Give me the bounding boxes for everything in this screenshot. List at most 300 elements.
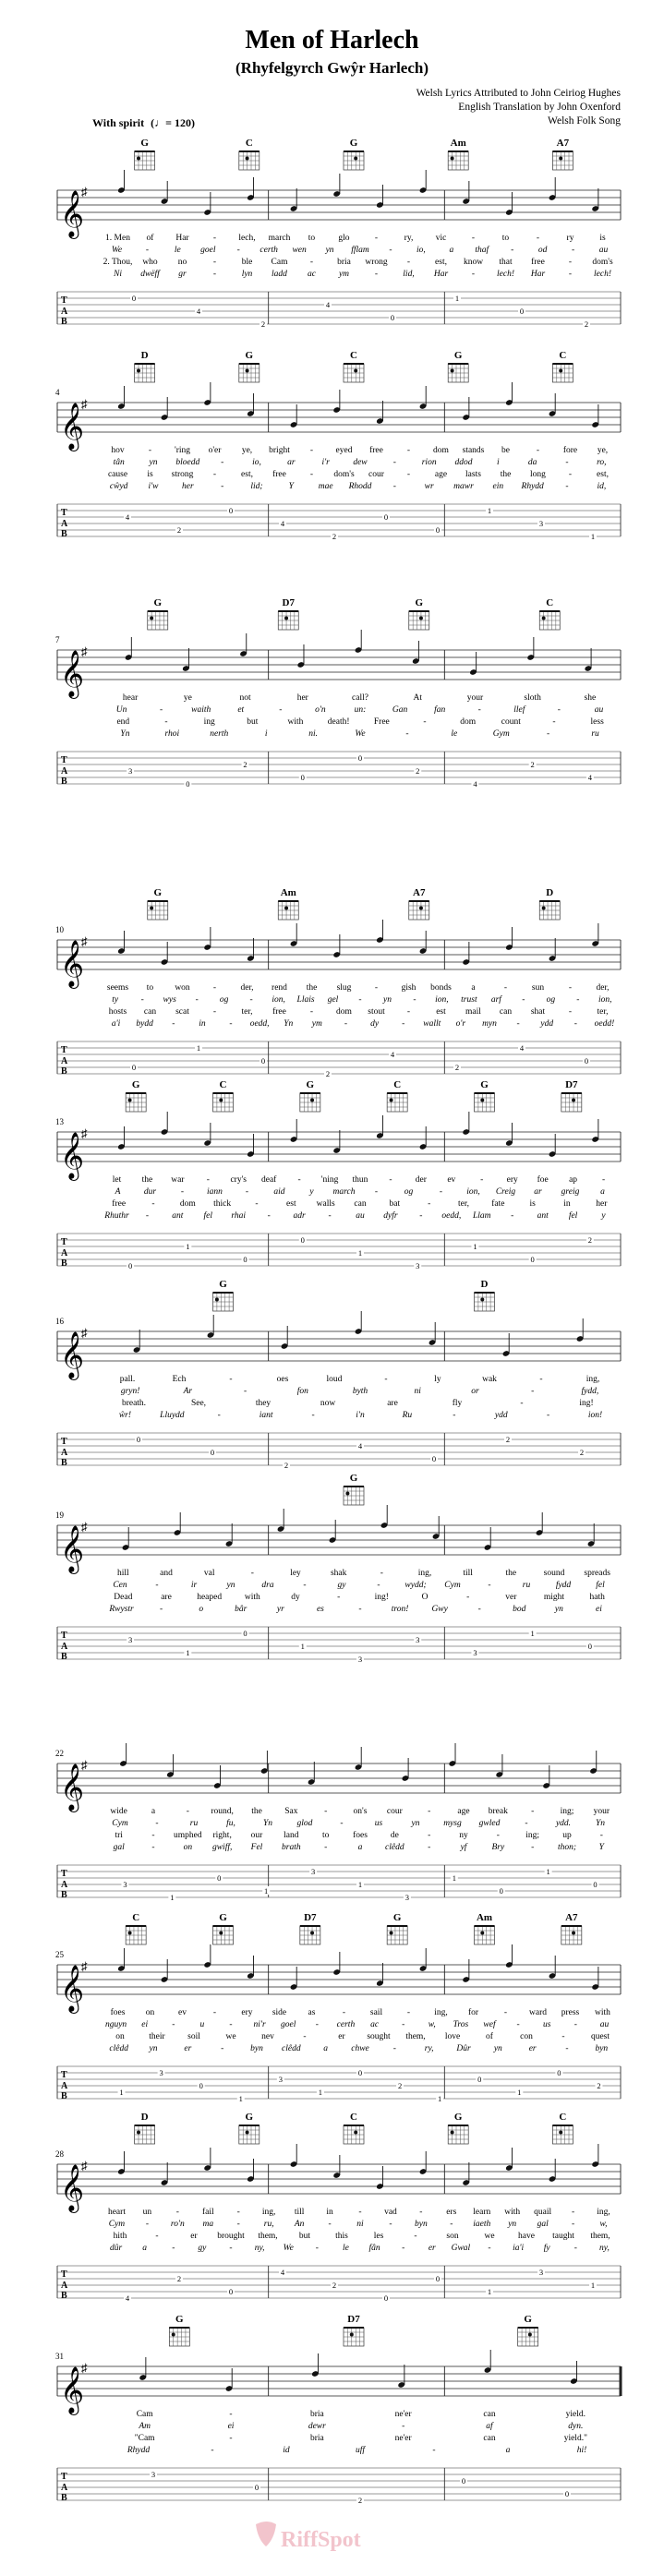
lyric-syllable: byn (250, 2044, 263, 2053)
lyric-syllable: but (247, 717, 259, 727)
lyric-syllable: Am (139, 2422, 151, 2431)
chord-diagram (518, 2314, 538, 2346)
lyric-syllable: - (573, 1019, 577, 1029)
lyric-syllable: let (112, 1175, 122, 1185)
lyric-syllable: At (413, 693, 422, 703)
chord-diagram (552, 2112, 573, 2144)
lyric-syllable: es (316, 1605, 324, 1614)
lyric-syllable: - (572, 246, 575, 255)
chord-finger-dot (528, 2333, 532, 2337)
lyric-syllable: vad (384, 2208, 397, 2217)
measure-number: 4 (55, 388, 60, 397)
lyric-syllable: scat (175, 1007, 189, 1017)
lyric-syllable: round, (211, 1807, 234, 1816)
lyric-syllable: dyfr (383, 1211, 398, 1221)
music-system (55, 1912, 621, 2103)
tab-clef-B: B (61, 2291, 67, 2301)
lyric-syllable: heart (107, 2208, 126, 2217)
lyric-syllable: - (328, 1211, 332, 1221)
key-signature-sharp-icon: ♯ (81, 397, 88, 411)
lyric-syllable: y (601, 1211, 606, 1221)
lyric-syllable: ing, (434, 2008, 448, 2017)
tab-fret-number: 1 (357, 1880, 363, 1889)
chord-finger-dot (137, 369, 140, 373)
lyric-syllable: au (594, 705, 604, 715)
tab-clef-B: B (61, 1458, 67, 1468)
lyric-syllable: ing, (586, 1375, 600, 1384)
tab-fret-number: 0 (199, 2081, 203, 2090)
lyric-line (112, 1818, 605, 1828)
lyric-syllable: long (530, 470, 546, 479)
lyric-syllable: au (598, 246, 609, 255)
chord-diagram (278, 597, 298, 630)
chord-name: C (219, 1079, 227, 1090)
lyric-syllable: 'ring (174, 446, 191, 455)
lyric-syllable: - (601, 1175, 606, 1185)
lyric-syllable: Cym (444, 1581, 461, 1590)
lyric-syllable: - (337, 1593, 341, 1602)
lyric-syllable: Dûr (456, 2044, 471, 2053)
lyric-syllable: strong (171, 470, 194, 479)
lyric-syllable: yn (382, 995, 392, 1005)
lyric-syllable: ing, (261, 2208, 276, 2217)
lyric-syllable: Ar (183, 1387, 193, 1396)
lyric-syllable: byth (352, 1387, 368, 1396)
lyric-syllable: der, (240, 983, 254, 993)
lyric-syllable: We (111, 246, 123, 255)
lyric-syllable: certh (260, 246, 278, 255)
lyric-syllable: ion, (435, 995, 449, 1005)
tab-fret-number: 4 (280, 519, 285, 528)
lyric-syllable: her (181, 482, 194, 491)
lyric-syllable: to (146, 983, 154, 993)
lyric-syllable: - (531, 1843, 535, 1852)
header (92, 26, 622, 129)
tab-fret-number: 2 (260, 319, 266, 329)
lyric-syllable: dûr (109, 2244, 123, 2253)
lyric-syllable: her (296, 693, 308, 703)
lyric-syllable: free (531, 258, 545, 267)
tab-fret-number: 3 (416, 1261, 420, 1270)
chord-name: C (245, 138, 253, 149)
lyric-syllable: er (428, 2244, 436, 2253)
lyric-syllable: i'n (356, 1411, 365, 1420)
tab-fret-number: 0 (435, 2274, 441, 2283)
lyric-syllable: to (308, 234, 316, 243)
lyric-syllable: id (283, 2446, 290, 2455)
tab-fret-number: 1 (438, 2094, 442, 2103)
lyric-line (103, 257, 613, 267)
lyric-syllable: now (320, 1399, 336, 1408)
chord-finger-dot (219, 1099, 223, 1102)
tab-clef-A: A (61, 307, 68, 317)
lyric-syllable: - (151, 1199, 155, 1209)
lyric-syllable: ing, (417, 1569, 432, 1578)
chord-name: Am (450, 138, 466, 149)
chord-diagram (213, 1079, 234, 1112)
lyric-syllable: walls (316, 1199, 335, 1209)
tab-fret-number: 1 (196, 1043, 201, 1053)
lyric-syllable: Cam (136, 2410, 153, 2419)
lyric-syllable: foes (110, 2008, 126, 2017)
tab-fret-number: 1 (170, 1893, 175, 1902)
lyric-line (112, 994, 611, 1005)
lyric-syllable: of (146, 234, 154, 243)
lyric-syllable: brought (217, 2232, 245, 2241)
lyric-syllable: - (212, 470, 217, 479)
lyric-syllable: a'i (111, 1019, 121, 1029)
lyric-syllable: - (145, 1211, 149, 1221)
lyric-syllable: spreads (584, 1569, 610, 1578)
chord-name: G (524, 2314, 532, 2325)
lyric-syllable: og (546, 995, 556, 1005)
tab-fret-number: 2 (584, 319, 589, 329)
measure-number: 22 (55, 1749, 64, 1758)
chord-name: G (349, 138, 358, 149)
lyric-syllable: fate (491, 1199, 505, 1209)
lyric-syllable: val (203, 1569, 215, 1578)
lyric-line (108, 2207, 610, 2217)
lyric-syllable: - (384, 1375, 388, 1384)
treble-clef-icon: 𝄞 (60, 1332, 85, 1378)
lyric-syllable: ry, (404, 234, 414, 243)
lyric-syllable: mae (318, 482, 333, 491)
lyric-syllable: but (298, 2232, 311, 2241)
lyric-syllable: adr (293, 1211, 306, 1221)
lyric-syllable: ery (241, 2008, 253, 2017)
lyric-syllable: yield. (565, 2410, 586, 2419)
lyric-syllable: - (340, 1819, 344, 1828)
lyric-syllable: ne'er (394, 2410, 412, 2419)
music-system (55, 1279, 621, 1470)
key-signature-sharp-icon: ♯ (81, 644, 88, 658)
lyric-syllable: - (531, 1807, 535, 1816)
lyric-syllable: fel (596, 1581, 605, 1590)
tab-fret-number: 0 (357, 753, 363, 763)
lyric-syllable: - (536, 446, 540, 455)
tab-clef-A: A (61, 1248, 68, 1258)
tab-fret-number: 1 (300, 1642, 305, 1651)
treble-clef-icon: 𝄞 (60, 2165, 85, 2210)
lyric-syllable: - (236, 246, 240, 255)
lyric-syllable: yn (325, 246, 334, 255)
chord-finger-dot (150, 907, 153, 910)
lyric-syllable: Gym (492, 729, 510, 739)
lyric-syllable: - (488, 2244, 491, 2253)
lyric-syllable: clêdd (109, 2044, 128, 2053)
music-system (55, 1743, 621, 1902)
tab-fret-number: 0 (530, 1255, 535, 1264)
lyric-syllable: Cam (271, 258, 288, 267)
tab-fret-number: 3 (404, 1893, 410, 1902)
credit-line-translation: English Translation by John Oxenford (458, 102, 621, 113)
lyric-syllable: - (568, 470, 573, 479)
treble-clef-icon: 𝄞 (60, 651, 85, 696)
chord-finger-dot (215, 1298, 219, 1302)
lyric-syllable: hosts (108, 1007, 127, 1017)
music-system (55, 1473, 621, 1664)
lyric-syllable: fan (434, 705, 446, 715)
tab-clef-B: B (61, 1890, 67, 1900)
lyric-syllable: goel (281, 2020, 296, 2029)
lyric-syllable: - (471, 270, 476, 279)
lyric-syllable: dy (291, 1593, 300, 1602)
lyric-syllable: - (531, 1387, 535, 1396)
lyric-syllable: - (250, 1569, 254, 1578)
lyric-syllable: rhoi (164, 729, 180, 739)
lyric-syllable: - (547, 729, 550, 739)
lyric-syllable: is (147, 470, 153, 479)
lyric-syllable: cour (368, 470, 384, 479)
lyric-line (113, 269, 611, 279)
lyric-syllable: le (451, 729, 458, 739)
lyric-syllable: er (190, 2232, 198, 2241)
chord-finger-dot (354, 157, 357, 161)
chord-finger-dot (350, 2333, 354, 2337)
tab-clef-B: B (61, 1066, 67, 1077)
lyric-syllable: goel (200, 246, 216, 255)
lyric-syllable: - (229, 1375, 233, 1384)
chord-diagram (387, 1912, 407, 1944)
lyric-syllable: ydd. (555, 1819, 572, 1828)
lyric-syllable: - (342, 2008, 346, 2017)
lyric-syllable: est (286, 1199, 296, 1209)
lyric-syllable: og (219, 995, 229, 1005)
lyric-syllable: them, (258, 2232, 278, 2241)
lyric-syllable: - (568, 983, 573, 993)
key-signature-sharp-icon: ♯ (81, 185, 88, 199)
lyric-syllable: count (501, 717, 521, 727)
music-system (55, 887, 621, 1078)
lyric-syllable: shak (330, 1569, 347, 1578)
lyric-syllable: yield." (563, 2434, 587, 2443)
chord-diagram (475, 1079, 495, 1112)
lyric-syllable: Yn (284, 1019, 294, 1029)
lyric-syllable: gwiff, (211, 1843, 233, 1852)
chord-name: Am (280, 887, 296, 898)
lyric-line (114, 1593, 605, 1602)
lyric-syllable: they (255, 1399, 272, 1408)
lyric-syllable: in (199, 1019, 206, 1029)
lyric-syllable: a (151, 1807, 156, 1816)
lyric-syllable: yn (149, 458, 158, 467)
lyric-syllable: the (141, 1175, 153, 1185)
chord-diagram (135, 2112, 155, 2144)
lyric-syllable: - (568, 1007, 573, 1017)
lyric-syllable: Un (115, 705, 127, 715)
chord-finger-dot (354, 369, 357, 373)
chord-name: D (480, 1279, 489, 1290)
lyric-syllable: dom's (592, 258, 613, 267)
lyric-line (115, 1187, 606, 1197)
lyric-syllable: i (264, 729, 268, 739)
lyric-syllable: wen (292, 246, 307, 255)
lyric-line (116, 704, 604, 715)
lyric-syllable: have (518, 2232, 535, 2241)
lyric-syllable: free (272, 470, 286, 479)
tab-fret-number: 0 (300, 1235, 305, 1245)
lyric-syllable: "Cam (134, 2434, 155, 2443)
chord-name: D (546, 887, 554, 898)
tab-clef-T: T (61, 1045, 67, 1055)
lyric-syllable: - (217, 1411, 221, 1420)
lyric-syllable: ro, (597, 458, 607, 467)
lyric-syllable: tân (113, 458, 125, 467)
chord-name: G (175, 2314, 184, 2325)
lyric-syllable: deaf (260, 1175, 277, 1185)
lyric-syllable: - (211, 2446, 214, 2455)
lyric-syllable: Rhodd (348, 482, 372, 491)
lyric-syllable: - (328, 2220, 332, 2229)
lyric-syllable: - (406, 2008, 411, 2017)
lyric-syllable: and (160, 1569, 173, 1578)
chord-name: C (559, 2112, 567, 2123)
lyric-syllable: on (115, 2032, 125, 2041)
lyric-syllable: a (471, 983, 476, 993)
music-system (55, 597, 621, 788)
chord-name: G (453, 2112, 463, 2123)
lyric-line (116, 717, 604, 727)
lyric-syllable: wide (110, 1807, 127, 1816)
lyric-syllable: fel (203, 1211, 213, 1221)
lyric-syllable: dom (336, 1007, 352, 1017)
lyric-line (115, 2031, 610, 2041)
lyric-syllable: ter, (241, 1007, 253, 1017)
credit-line-lyrics: Welsh Lyrics Attributed to John Ceiriog Hughes (416, 88, 621, 99)
chord-finger-dot (345, 1492, 349, 1496)
chord-finger-dot (128, 1099, 132, 1102)
lyric-syllable: un (142, 2208, 152, 2217)
lyric-syllable: - (402, 2244, 405, 2253)
lyric-syllable: bod (513, 1605, 526, 1614)
lyric-syllable: bâr (235, 1605, 247, 1614)
lyric-syllable: iaeth (473, 2220, 491, 2229)
chord-finger-dot (284, 617, 288, 620)
song-title: Men of Harlech (245, 26, 419, 54)
chord-diagram (387, 1079, 407, 1112)
lyric-syllable: learn (473, 2208, 491, 2217)
lyric-syllable: bria (337, 258, 351, 267)
lyric-syllable: - (516, 1019, 520, 1029)
lyric-syllable: no (177, 258, 187, 267)
lyric-syllable: them, (590, 2232, 610, 2241)
lyric-syllable: press (561, 2008, 580, 2017)
tab-fret-number: 4 (357, 1441, 363, 1451)
lyric-syllable: - (466, 1593, 470, 1602)
lyric-syllable: Gwy (431, 1605, 448, 1614)
lyric-syllable: ing! (374, 1593, 389, 1602)
lyric-syllable: ni. (308, 729, 318, 739)
lyric-syllable: - (419, 1211, 423, 1221)
chord-diagram (344, 1473, 364, 1505)
chord-finger-dot (480, 1932, 484, 1935)
chord-diagram (561, 1912, 582, 1944)
logo-text: RiffSpot (281, 2528, 361, 2552)
lyric-syllable: - (309, 1007, 314, 1017)
lyric-syllable: - (172, 2244, 175, 2253)
lyric-syllable: fy (543, 2244, 550, 2253)
tab-fret-number: 1 (487, 2287, 492, 2296)
lyric-syllable: Yn (595, 1819, 606, 1828)
lyric-syllable: le (343, 2244, 349, 2253)
tab-fret-number: 2 (587, 1235, 593, 1245)
key-signature-sharp-icon: ♯ (81, 2361, 88, 2375)
lyric-syllable: o'er (208, 446, 222, 455)
tempo-text: With spirit (92, 116, 145, 129)
lyric-syllable: glo (338, 234, 350, 243)
lyric-syllable: ing; (525, 1831, 540, 1840)
chord-diagram (344, 2314, 364, 2346)
lyric-syllable: - (236, 2220, 240, 2229)
tab-fret-number: 1 (517, 2088, 522, 2097)
lyric-syllable: tron! (391, 1605, 409, 1614)
lyric-line (110, 2243, 610, 2253)
lyric-syllable: ei (596, 1605, 602, 1614)
chord-diagram (126, 1079, 146, 1112)
lyric-syllable: nguyn (104, 2020, 127, 2029)
chord-finger-dot (480, 1298, 484, 1302)
lyric-syllable: brath (282, 1843, 301, 1852)
lyric-syllable: byn (415, 2220, 428, 2229)
lyric-syllable: 2. Thou, (103, 258, 133, 267)
lyric-syllable: - (374, 1187, 379, 1197)
tab-fret-number: 0 (136, 1435, 141, 1444)
lyric-syllable: ing (203, 717, 215, 727)
tab-fret-number: 3 (416, 1635, 420, 1644)
chord-diagram (552, 350, 573, 382)
lyric-syllable: ing, (597, 2208, 610, 2217)
tab-fret-number: 0 (243, 1255, 247, 1264)
lyric-syllable: ma (202, 2220, 214, 2229)
lyric-syllable: - (221, 482, 224, 491)
lyric-syllable: a (449, 246, 454, 255)
lyric-syllable: - (557, 705, 561, 715)
lyric-syllable: - (344, 1019, 348, 1029)
chord-finger-dot (542, 907, 546, 910)
lyric-syllable: Tros (453, 2020, 469, 2029)
lyric-syllable: - (536, 234, 540, 243)
chord-finger-dot (559, 157, 562, 161)
lyric-syllable: till (463, 1569, 473, 1578)
lyric-syllable: a (357, 1843, 363, 1852)
chord-diagram (344, 350, 364, 382)
lyric-line (111, 445, 608, 455)
chord-finger-dot (572, 1099, 575, 1102)
lyric-syllable: fail (201, 2208, 214, 2217)
chord-diagram (239, 2112, 260, 2144)
chord-diagram (409, 887, 429, 920)
lyric-line (109, 2044, 608, 2053)
lyric-syllable: - (392, 482, 396, 491)
lyric-syllable: ny, (599, 2244, 610, 2253)
lyric-syllable: 1. Men (105, 234, 130, 243)
lyric-syllable: ni (356, 2220, 364, 2229)
lyric-syllable: ver (505, 1593, 517, 1602)
lyric-syllable: dra (261, 1581, 274, 1590)
lyric-syllable: a (323, 2044, 329, 2053)
lyric-syllable: nerth (210, 729, 229, 739)
lyric-syllable: - (568, 270, 573, 279)
lyric-syllable: - (324, 1807, 328, 1816)
lyric-syllable: gel (327, 995, 339, 1005)
lyric-syllable: fydd, (581, 1387, 599, 1396)
lyric-syllable: O (421, 1593, 429, 1602)
lyric-syllable: free (272, 1007, 286, 1017)
lyric-syllable: - (303, 1581, 307, 1590)
lyric-line (119, 1411, 602, 1420)
lyric-syllable: oedd, (249, 1019, 270, 1029)
tab-fret-number: 3 (473, 1648, 477, 1657)
